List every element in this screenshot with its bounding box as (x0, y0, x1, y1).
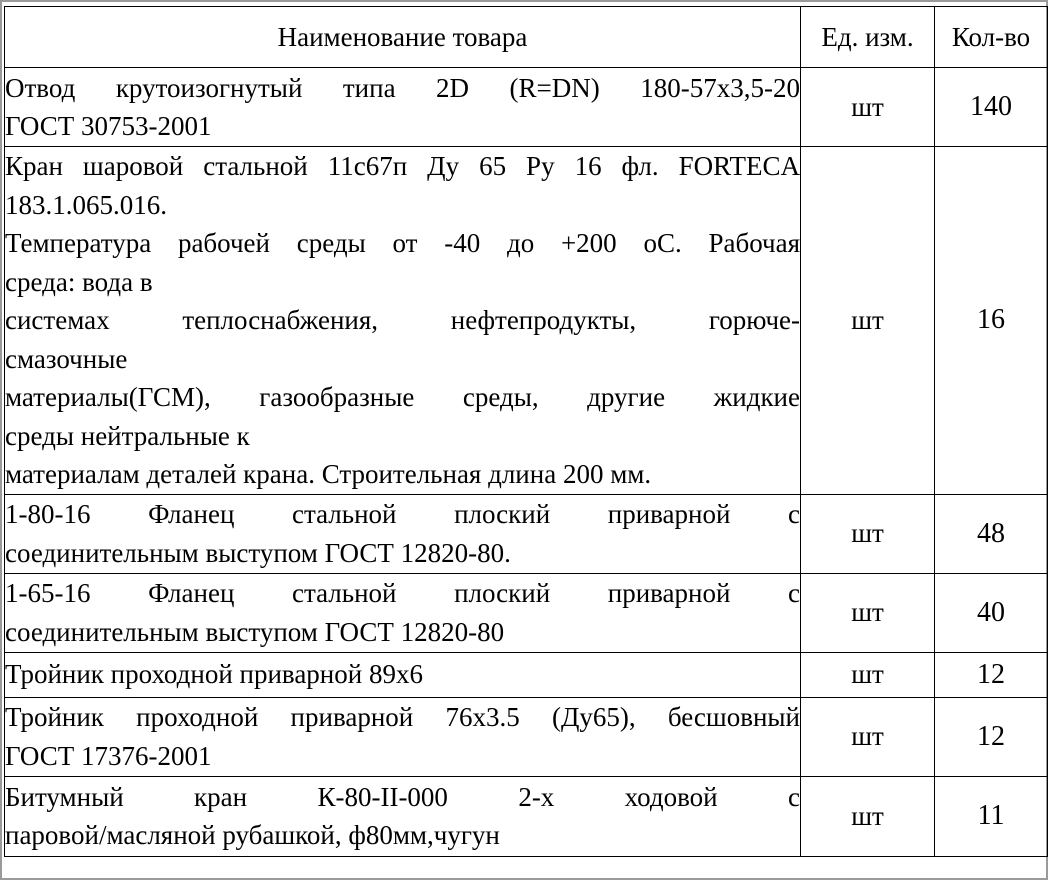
product-table (4, 6, 1048, 857)
product-name-line: ГОСТ 30753-2001 (5, 111, 212, 141)
product-name (5, 776, 801, 856)
product-unit: шт (801, 68, 935, 147)
product-name-line: соединительным выступом ГОСТ 12820-80. (5, 537, 511, 568)
product-qty: 16 (935, 147, 1048, 495)
product-name-line: 1-65-16 Фланец стальной плоский приварной с (5, 578, 800, 608)
product-name-line: ГОСТ 17376-2001 (5, 740, 212, 771)
product-qty: 12 (935, 652, 1048, 697)
product-name-line: паровой/масляной рубашкой, ф80мм,чугун (5, 820, 500, 850)
header-name: Наименование товара (5, 7, 801, 68)
product-qty: 40 (935, 573, 1048, 652)
product-name-line: среды нейтральные к (5, 420, 250, 451)
product-name-line: 183.1.065.016. (5, 189, 167, 220)
header-qty: Кол-во (935, 7, 1048, 68)
table-row (5, 68, 1048, 147)
product-unit: шт (801, 573, 935, 652)
table-row (5, 776, 1048, 856)
product-name-line: материалы(ГСМ), газообразные среды, другие жидкие (5, 382, 800, 412)
product-name (5, 147, 801, 495)
product-name-line: Температура рабочей среды от -40 до +200 оС. Рабочая (5, 228, 800, 258)
product-unit: шт (801, 697, 935, 776)
header-row (5, 7, 1048, 68)
table-row (5, 652, 1048, 697)
product-unit: шт (801, 776, 935, 856)
product-qty: 12 (935, 697, 1048, 776)
product-name-line: материалам деталей крана. Строительная длина 200 мм. (5, 459, 652, 489)
product-unit: шт (801, 494, 935, 573)
product-qty: 11 (935, 776, 1048, 856)
product-name-line: 1-80-16 Фланец стальной плоский приварной с (5, 499, 800, 529)
product-name (5, 573, 801, 652)
table-row (5, 573, 1048, 652)
table-row (5, 147, 1048, 495)
product-unit: шт (801, 652, 935, 697)
product-name (5, 68, 801, 147)
product-name-line: смазочные (5, 343, 128, 374)
header-unit: Ед. изм. (801, 7, 935, 68)
product-qty: 48 (935, 494, 1048, 573)
product-name (5, 652, 801, 697)
product-name-line: системах теплоснабжения, нефтепродукты, горюче- (5, 305, 800, 335)
product-name (5, 494, 801, 573)
table-row (5, 494, 1048, 573)
product-name-line: Отвод крутоизогнутый типа 2D (R=DN) 180-57х3,5-20 (5, 72, 800, 103)
product-qty: 140 (935, 68, 1048, 147)
product-unit: шт (801, 147, 935, 495)
product-name-line: среда: вода в (5, 266, 153, 297)
product-name-line: Битумный кран К-80-II-000 2-х ходовой с (5, 781, 800, 812)
product-name-line: соединительным выступом ГОСТ 12820-80 (5, 616, 505, 647)
product-name (5, 697, 801, 776)
table-row (5, 697, 1048, 776)
product-name-line: Кран шаровой стальной 11с67п Ду 65 Ру 16 фл. FORTECA (5, 151, 800, 181)
product-name-line: Тройник проходной приварной 89х6 (5, 659, 423, 690)
product-name-line: Тройник проходной приварной 76х3.5 (Ду65), бесшовный (5, 702, 800, 732)
